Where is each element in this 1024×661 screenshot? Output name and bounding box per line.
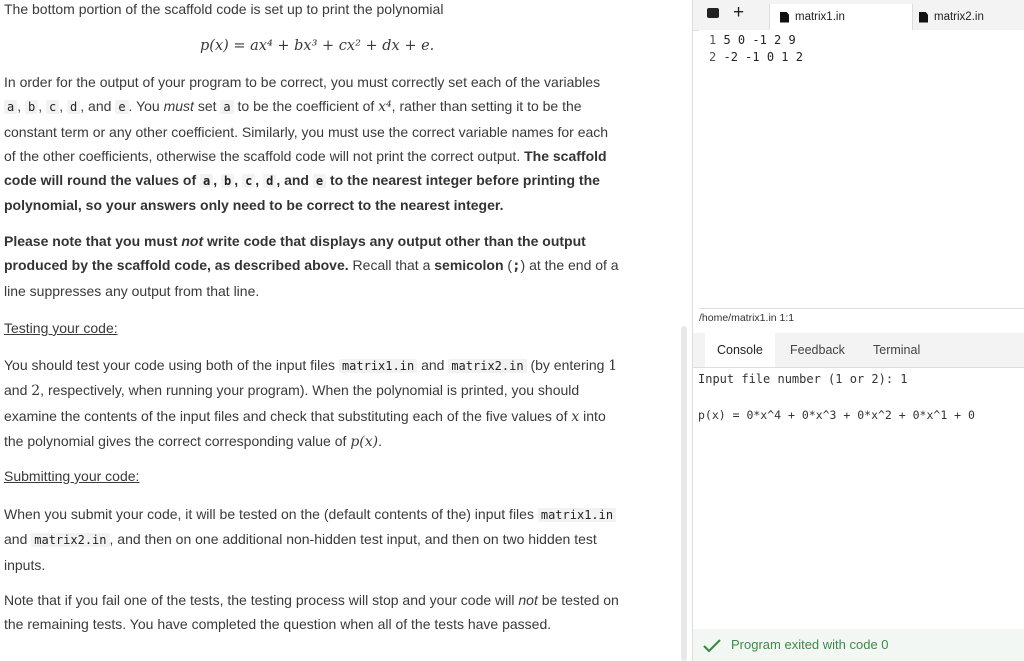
text: and [4,531,28,548]
tab-feedback[interactable]: Feedback [790,343,845,357]
text: When you submit your code, it will be tested on the (default contents of the) input files [4,506,534,522]
code-line [709,32,796,49]
exit-status-bar [693,629,1024,661]
bold-text: to the nearest integer before printing the [330,172,600,189]
add-file-button[interactable]: + [733,2,745,23]
bold-text: polynomial, so your answers only need to be correct to the nearest integer. [4,197,504,214]
file-icon [919,12,928,23]
paragraph-variables: In order for the output of your program to be correct, you must correctly set each of the variables a , b , c , d , and e . You must set a to be the coefficient of x⁴, rather than setting it to be the constant term or any other coefficient. Similarly, you must use the correct variable names for each of the other coefficients, otherwise the scaffold code will not print the correct output. The scaffold code will round the values of a , b , c , d , and e to the nearest integer before printing the polynomial, so your answers only need to be correct to the nearest integer. [4,74,609,214]
checkmark-icon [703,639,721,653]
text: be tested on [541,592,619,608]
line-number: 1 [709,33,717,47]
var-d: d [67,100,80,114]
var-b: b [221,174,234,188]
editor-status: /home/matrix1.in 1:1 [699,312,795,324]
tab-console[interactable]: Console [705,333,775,367]
scrollbar[interactable] [681,326,687,661]
text: set [197,98,217,115]
tab-label: matrix2.in [934,11,984,23]
bold-text: and [284,172,309,189]
text: at the end of a [529,257,619,274]
tab-terminal[interactable]: Terminal [873,343,921,357]
file-name: matrix1.in [339,359,417,373]
testing-heading [4,316,644,340]
tab-matrix2[interactable] [915,4,1024,30]
console-line: Input file number (1 or 2): 1 [698,372,908,386]
bold-text: Please note that you must [4,233,178,249]
folder-icon[interactable] [707,8,719,18]
bold-text: semicolon [434,257,504,274]
heading-text: Testing your code: [4,320,118,336]
text: line suppresses any output from that line. [4,282,260,299]
text: constant term or any other coefficient. Similarly, you must use the correct variable names for each [4,123,609,140]
var-c: c [46,100,59,114]
console-line: p(x) = 0*x^4 + 0*x^3 + 0*x^2 + 0*x^1 + 0 [698,408,975,422]
text: to be the coefficient of [237,98,375,115]
text: the remaining tests. You have completed the question when all of the tests have passed. [4,616,552,633]
var-e: e [313,174,326,188]
var-a: a [220,100,233,114]
paragraph-submitting [4,502,644,577]
bold-text: produced by the scaffold code, as described above. [4,257,349,274]
tab-label: matrix1.in [795,11,845,23]
text: examine the contents of the input files and check that substituting each of the five values of [4,407,568,424]
text: and [4,382,28,399]
formula-text: p(x) = ax⁴ + bx³ + cx² + dx + e. [200,38,435,54]
text: into [583,407,606,424]
exit-message: Program exited with code 0 [731,637,889,652]
var-e: e [115,100,128,114]
emphasis: must [163,98,194,115]
bold-text: The scaffold [524,147,607,164]
bold-text: code will round the values of [4,172,197,189]
code-editor[interactable] [699,30,1024,309]
var-d: d [263,174,276,188]
heading-text: Submitting your code: [4,468,140,484]
var-a: a [200,174,213,188]
paragraph-note [4,588,644,637]
file-icon [780,12,789,23]
math-number: 2 [31,383,41,400]
text: inputs. [4,556,46,573]
intro-line: The bottom portion of the scaffold code is set up to print the polynomial [4,1,444,17]
code-line [709,49,803,66]
math-number: 1 [608,358,618,374]
text: and [421,357,445,373]
text: Recall that a [352,257,431,274]
intro-text [4,0,644,21]
file-name: matrix1.in [538,508,616,522]
emphasis: not [518,592,538,608]
text: You should test your code using both of the input files [4,357,336,373]
console-tabs [693,333,1024,368]
semicolon-symbol: ; [512,258,521,275]
text: the polynomial gives the correct corresponding value of [4,432,347,449]
line-text: -2 -1 0 1 2 [723,50,803,64]
editor-tab-bar [693,0,1024,31]
tab-matrix1[interactable] [769,4,913,30]
ide-panel [692,0,1024,661]
var-a: a [4,100,17,114]
math-px: p(x) [350,433,379,450]
text: You [136,98,160,115]
bold-text: write code that displays any output other than the output [207,233,586,249]
text: , and then on one additional non-hidden test input, and then on two hidden test [109,531,597,548]
line-text: 5 0 -1 2 9 [723,33,796,47]
var-c: c [242,174,255,188]
text: , rather than setting it to be the [391,98,582,115]
file-name: matrix2.in [31,533,109,547]
var-b: b [25,100,38,114]
file-name: matrix2.in [448,359,526,373]
submitting-heading [4,464,644,488]
polynomial-formula [200,34,500,58]
text: , respectively, when running your program). When the polynomial is printed, you should [40,382,580,399]
emphasis: not [181,233,204,249]
math-x4: x⁴ [378,99,392,116]
text: Note that if you fail one of the tests, the testing process will stop and your code will [4,592,515,608]
text: of the other coefficients, otherwise the scaffold code will not print the correct output. [4,147,521,164]
math-x: x [571,408,580,425]
text: In order for the output of your program to be correct, you must correctly set each of the variables [4,74,601,90]
paragraph-testing: You should test your code using both of the input files matrix1.in and matrix2.in (by entering 1 and 2, respectively, when running your program). When the polynomial is printed, you should examine the contents of the input files and check that substituting each of the five values of x into the polynomial gives the correct corresponding value of p(x). [4,357,618,450]
line-number: 2 [709,50,717,64]
text: (by entering [530,357,605,373]
paragraph-output-note: Please note that you must not write code that displays any output other than the output produced by the scaffold code, as described above. Recall that a semicolon (;) at the end of a line suppresses any output from that line. [4,233,619,299]
